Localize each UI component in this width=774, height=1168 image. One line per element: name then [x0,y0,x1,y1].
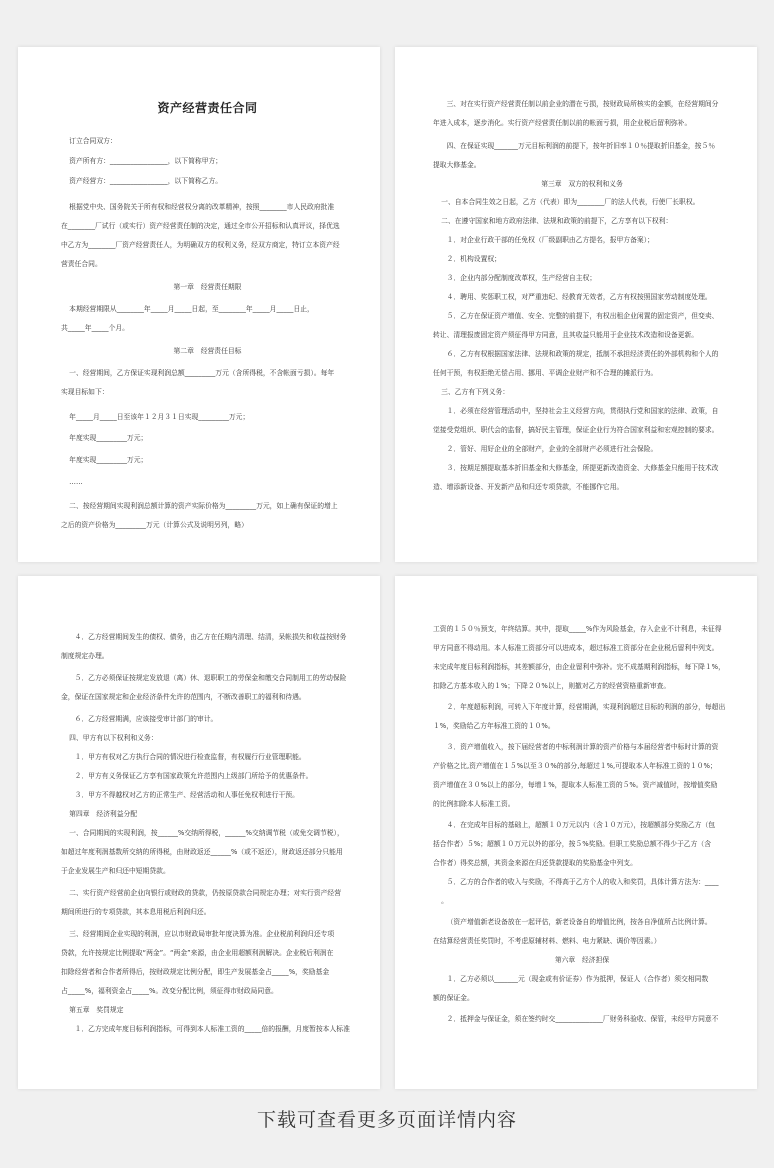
text-line: 转让、清理报废固定资产须征得甲方同意，且其收益只能用于企业技术改造和设备更新。 [433,331,699,339]
text-line: 在________厂试行（或实行）资产经营责任制的决定，通过全市公开招标和认真评议，择优选 [61,222,340,230]
text-line: 于企业发展生产和归还中短期贷款。 [61,867,170,875]
text-line: 二、在遵守国家和地方政府法律、法规和政策的前提下，乙方享有以下权利： [441,217,673,225]
text-line: ３．企业内部分配制度改革权，生产经营自主权； [446,274,597,282]
text-line: 资产增值在３０%以上的部分，每增１%，提取本人标准工资的５%。资产减值时，按增值奖励 [433,781,718,789]
text-line: 中乙方为________厂资产经营责任人，为明确双方的权利义务，经双方商定，特订立本资产经 [61,241,340,249]
text-line: 实现目标如下： [61,388,109,396]
text-line: 年度实现_________万元； [69,434,148,442]
text-line: ４．乙方经营期间发生的债权、债务，由乙方在任期内清理、结清，呆帐损失和收益按财务 [74,633,347,641]
text-line: 甲方同意不得动用。本人标准工资部分可以进成本，超过标准工资部分在企业税后留利中列支。 [433,644,719,652]
text-line: ４．聘用、奖惩职工权，对严重违纪、经教育无效者，乙方有权按照国家劳动制度处理。 [446,293,712,301]
text-line: 觉接受党组织、职代会的监督，搞好民主管理，保证企业行为符合国家利益和宏观控制的要求。 [433,426,719,434]
text-line: 营责任合同。 [61,260,102,268]
text-line: ２．机构设置权； [446,255,501,263]
text-line: 产价格之比,资产增值在１５%以至３０%的部分,每超过１%,可提取本人年标准工资的１０%； [433,762,717,770]
text-line: 扣除乙方基本收入的１%；下降２０%以上，则撤对乙方的经营资格重新审查。 [433,682,671,690]
text-line: 共_____年_____个月。 [61,324,129,332]
text-line: １．乙方完成年度目标利润指标，可得到本人标准工资的_____倍的报酬，月度暂按本人标准 [74,1025,350,1033]
text-line: 年_____月_____日至该年１２月３１日实现_________万元； [69,413,250,421]
contract-page-2 [395,47,757,562]
text-line: 金，保证在国家规定和企业经济条件允许的范围内，不断改善职工的福利和待遇。 [61,693,306,701]
text-line: ２．甲方有义务保证乙方享有国家政策允许范围内上级部门所给予的优惠条件。 [74,772,313,780]
contract-page-3 [18,576,380,1089]
text-line: 提取大修基金。 [433,161,481,169]
text-line: 在结算经营责任奖罚时，不考虑原辅材料、燃料、电力紧缺、调价等因素。） [433,937,661,945]
text-line: 扣除经营者和合作者所得后，按财政规定比例分配，即生产发展基金占_____%，奖励基金 [61,968,330,976]
chapter-heading: 第六章 经济担保 [554,956,610,964]
text-line: ３．按期足额提取基本折旧基金和大修基金，所提更新改造资金、大修基金只能用于技术改 [446,464,719,472]
text-line: ３．甲方不得越权对乙方的正常生产、经营活动和人事任免权利进行干预。 [74,791,299,799]
contract-page-1 [18,47,380,562]
text-line: 未完成年度目标利润指标，其差额部分，由企业留利中弥补。完不成基期利润指标，每下降１%， [433,663,725,671]
chapter-heading: 第三章 双方的权利和义务 [541,180,623,188]
text-line: ５．乙方的合作者的收入与奖励，不得高于乙方个人的收入和奖罚，具体计算方法为：____ [446,878,719,886]
text-line: １．对企业行政干部的任免权（厂级副职由乙方提名，报甲方备案）； [446,236,654,244]
text-line: ２．抵押金与保证金，须在签约时交______________厂财务科验收、保管，未经甲方同意不 [446,1015,719,1023]
chapter-heading: 第五章 奖罚规定 [69,1006,124,1014]
text-line: ３．资产增值收入，按下届经营者的中标利润计算的资产价格与本届经营者中标时计算的资 [446,743,719,751]
text-line: 工资的１５０％预支，年终结算。其中，提取_____%作为风险基金，存入企业不计利息，未征得 [433,625,722,633]
contract-page-4 [395,576,757,1089]
text-line: 一、合同期间的实现利润，按______%交纳所得税，______%交纳调节税（或免交调节税）， [69,829,344,837]
text-line: …… [69,478,83,486]
text-line: 资产所有方：_________________，以下简称甲方； [69,157,223,165]
text-line: 制度规定办理。 [61,652,109,660]
text-line: 订立合同双方： [69,137,117,145]
text-line: 。 [441,897,448,905]
text-line: ６．乙方有权根据国家法律、法规和政策的规定，抵制不承担经济责任的外部机构和个人的 [446,350,719,358]
text-line: 一、经营期间，乙方保证实现利润总额_________万元（含所得税，不含帐面亏损）。每年 [69,369,335,377]
text-line: 任何干预，有权拒绝无偿占用、挪用、平调企业财产和不合理的摊派行为。 [433,369,658,377]
text-line: 三、乙方有下列义务： [441,388,510,396]
text-line: 二、实行资产经营前企业向银行或财政的贷款，仍按原贷款合同规定办理；对实行资产经营 [69,889,342,897]
text-line: １．乙方必须以_______元（现金或有价证券）作为抵押，保证人（合作者）须交相同数 [446,975,709,983]
chapter-heading: 第四章 经济利益分配 [69,810,138,818]
text-line: ５．乙方必须保证按规定发放退（离）休、退职职工的劳保金和缴交合同制用工的劳动保险 [74,674,347,682]
text-line: 二、按经营期间实现利润总额计算的资产实际价格为_________万元，如上确有保证的增上 [69,502,338,510]
chapter-heading: 第二章 经营责任目标 [173,347,242,355]
text-line: １．甲方有权对乙方执行合同的情况进行检查监督，有权履行行业管理职能。 [74,753,306,761]
text-line: 一、自本合同生效之日起，乙方（代表）即为________厂的法人代表，行使厂长职权。 [441,198,700,206]
text-line: 额的保证金。 [433,994,474,1002]
text-line: 四、在保证实现_______万元目标利润的前提下，按年折旧率１０％提取折旧基金，按５％ [446,142,716,150]
text-line: 如超过年度利润基数所交纳的所得税，由财政返还______%（或不返还），财政返还部分只能用 [61,848,343,856]
text-line: 资产经营方：_________________，以下简称乙方。 [69,177,223,185]
text-line: 占_____%，福利资金占_____%。改变分配比例，须征得市财政局同意。 [61,987,278,995]
text-line: 期间所进行的专项贷款，其本息用税后利润归还。 [61,908,211,916]
text-line: ２．年度超标利润，可转入下年度计算，经营期满，实现利润超过目标的利润的部分，每超出 [446,703,726,711]
download-more-caption: 下载可查看更多页面详情内容 [256,1109,517,1131]
text-line: 之后的资产价格为_________万元（计算公式及说明另列，略） [61,521,248,529]
contract-title: 资产经营责任合同 [157,101,258,115]
text-line: ４．在完成年目标的基础上，超额１０万元以内（含１０万元），按超额部分奖励乙方（包 [446,821,716,829]
text-line: 三、经营期间企业实现的利润，应以市财政局审批年度决算为准。企业税前利润归还专项 [69,930,335,938]
text-line: 根据党中央、国务院关于所有权和经营权分离的改革精神，按照________市人民政府批准 [69,203,335,211]
text-line: 的比例扣除本人标准工资。 [433,800,515,808]
text-line: 贷款，允许按规定比例提取“两金”。“两金”来源，由企业用超额利润解决。企业税后利润在 [61,949,334,957]
text-line: １%，奖励给乙方年标准工资的１０%。 [433,722,555,730]
text-line: ５．乙方在保证资产增值、安全、完整的前提下，有权出租企业闲置的固定资产，但变卖、 [446,312,719,320]
text-line: 合作者）得奖总额，其资金来源在归还贷款提取的奖励基金中列支。 [433,859,637,867]
text-line: １．必须在经营管理活动中，坚持社会主义经营方向，贯彻执行党和国家的法律、政策，自 [446,407,719,415]
text-line: （资产增值新老设备放在一起评估，新老设备自的增值比例，按各自净值所占比例计算。 [446,918,712,926]
chapter-heading: 第一章 经营责任期限 [173,283,242,291]
text-line: ２．管好、用好企业的全部财产，企业的全部财产必须进行社会保险。 [446,445,658,453]
text-line: 年进入成本，逐步消化。实行资产经营责任制以前的帐面亏损，用企业税后留利弥补。 [433,119,692,127]
text-line: 三、对在实行资产经营责任制以前企业的潜在亏损，按财政局所核实的金额，在经营期间分 [446,100,719,108]
text-line: 年度实现_________万元； [69,456,148,464]
text-line: ６．乙方经营期满，应该接受审计部门的审计。 [74,715,218,723]
text-line: 四、甲方有以下权利和义务： [69,734,158,742]
text-line: 本期经营期限从________年_____月_____日起，至________年_____月_____日止， [69,305,314,313]
text-line: 造、增添新设备、开发新产品和归还专项贷款，不能挪作它用。 [433,483,624,491]
text-line: 括合作者）５%；超额１０万元以外的部分，按５%奖励。但职工奖励总额不得少于乙方（含 [433,840,711,848]
